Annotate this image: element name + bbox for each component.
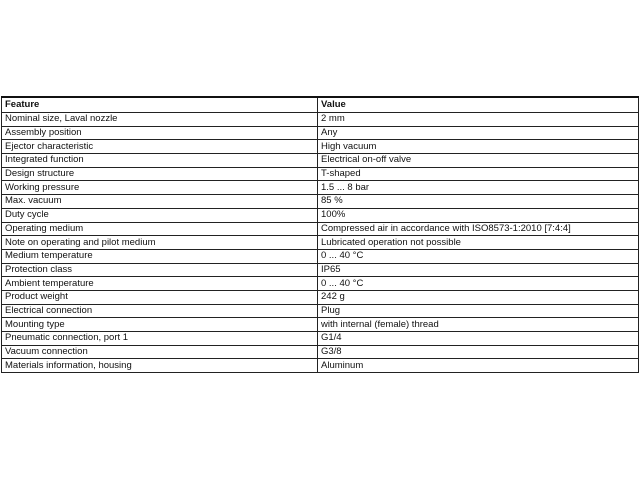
table-row [2, 113, 639, 127]
table-row [2, 195, 639, 209]
cell-feature: Vacuum connection [2, 345, 318, 359]
cell-value: 100% [318, 208, 639, 222]
table-row [2, 140, 639, 154]
cell-value: Aluminum [318, 359, 639, 373]
cell-feature: Operating medium [2, 222, 318, 236]
cell-value: IP65 [318, 263, 639, 277]
cell-feature: Mounting type [2, 318, 318, 332]
cell-value: Any [318, 126, 639, 140]
table-row [2, 181, 639, 195]
cell-feature: Assembly position [2, 126, 318, 140]
cell-feature: Duty cycle [2, 208, 318, 222]
cell-feature: Medium temperature [2, 249, 318, 263]
cell-feature: Ejector characteristic [2, 140, 318, 154]
table-row [2, 318, 639, 332]
cell-feature: Electrical connection [2, 304, 318, 318]
cell-feature: Design structure [2, 167, 318, 181]
cell-value: Plug [318, 304, 639, 318]
cell-value: 1.5 ... 8 bar [318, 181, 639, 195]
cell-feature: Ambient temperature [2, 277, 318, 291]
cell-value: Electrical on-off valve [318, 154, 639, 168]
table-row [2, 167, 639, 181]
table-row [2, 304, 639, 318]
cell-feature: Pneumatic connection, port 1 [2, 332, 318, 346]
cell-value: T-shaped [318, 167, 639, 181]
cell-feature: Integrated function [2, 154, 318, 168]
table-row [2, 263, 639, 277]
table-header-row [2, 97, 639, 113]
cell-value: High vacuum [318, 140, 639, 154]
table-row [2, 332, 639, 346]
table-row [2, 359, 639, 373]
table-row [2, 126, 639, 140]
cell-feature: Max. vacuum [2, 195, 318, 209]
table-row [2, 154, 639, 168]
cell-value: 2 mm [318, 113, 639, 127]
cell-value: Lubricated operation not possible [318, 236, 639, 250]
spec-table [1, 96, 639, 373]
header-value: Value [318, 97, 639, 113]
header-feature: Feature [2, 97, 318, 113]
table-row [2, 277, 639, 291]
cell-value: 0 ... 40 °C [318, 249, 639, 263]
cell-feature: Working pressure [2, 181, 318, 195]
cell-value: Compressed air in accordance with ISO8573-1:2010 [7:4:4] [318, 222, 639, 236]
cell-feature: Product weight [2, 290, 318, 304]
table-body [2, 113, 639, 373]
cell-feature: Protection class [2, 263, 318, 277]
cell-value: G1/4 [318, 332, 639, 346]
cell-feature: Note on operating and pilot medium [2, 236, 318, 250]
cell-value: 0 ... 40 °C [318, 277, 639, 291]
table-row [2, 222, 639, 236]
table-row [2, 236, 639, 250]
cell-value: 242 g [318, 290, 639, 304]
table-row [2, 345, 639, 359]
cell-value: with internal (female) thread [318, 318, 639, 332]
cell-feature: Nominal size, Laval nozzle [2, 113, 318, 127]
table-row [2, 249, 639, 263]
table-row [2, 208, 639, 222]
table-row [2, 290, 639, 304]
cell-feature: Materials information, housing [2, 359, 318, 373]
cell-value: G3/8 [318, 345, 639, 359]
cell-value: 85 % [318, 195, 639, 209]
